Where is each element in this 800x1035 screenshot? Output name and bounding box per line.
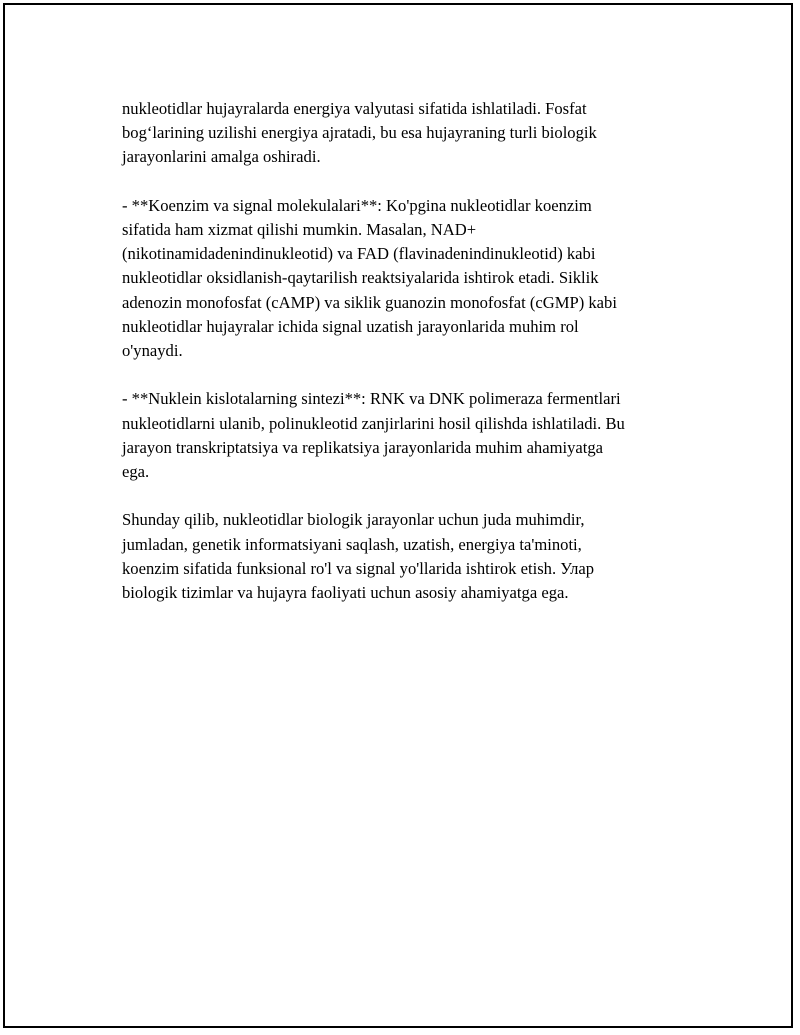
document-body [122,97,692,629]
paragraph-conclusion: Shunday qilib, nukleotidlar biologik jarayonlar uchun juda muhimdir, jumladan, genetik informatsiyani saqlash, uzatish, energiya ta'minoti, koenzim sifatida funksional ro'l va signal yo'llarida ishtirok etish. Улар biologik tizimlar va hujayra faoliyati uchun asosiy ahamiyatga ega. [122,510,595,603]
page-frame [3,3,793,1028]
paragraph-nucleic-acid-synthesis: - **Nuklein kislotalarning sintezi**: RNK va DNK polimeraza fermentlari nukleotidlarni ulanib, polinukleotid zanjirlarini hosil qilishda ishlatiladi. Bu jarayon transkriptatsiya va replikatsiya jarayonlarida muhim ahamiyatga ega. [122,389,625,482]
paragraph-energy-currency: nukleotidlar hujayralarda energiya valyutasi sifatida ishlatiladi. Fosfat bog‘larining uzilishi energiya ajratadi, bu esa hujayraning turli biologik jarayonlarini amalga oshiradi. [122,99,597,167]
paragraph-coenzyme-signal: - **Koenzim va signal molekulalari**: Ko'pgina nukleotidlar koenzim sifatida ham xizmat qilishi mumkin. Masalan, NAD+ (nikotinamidadenindinukleotid) va FAD (flavinadenindinukleotid) kabi nukleotidlar oksidlanish-qaytarilish reaktsiyalarida ishtirok etadi. Siklik adenozin monofosfat (cAMP) va siklik guanozin monofosfat (cGMP) kabi nukleotidlar hujayralar ichida signal uzatish jarayonlarida muhim rol o'ynaydi. [122,195,617,361]
